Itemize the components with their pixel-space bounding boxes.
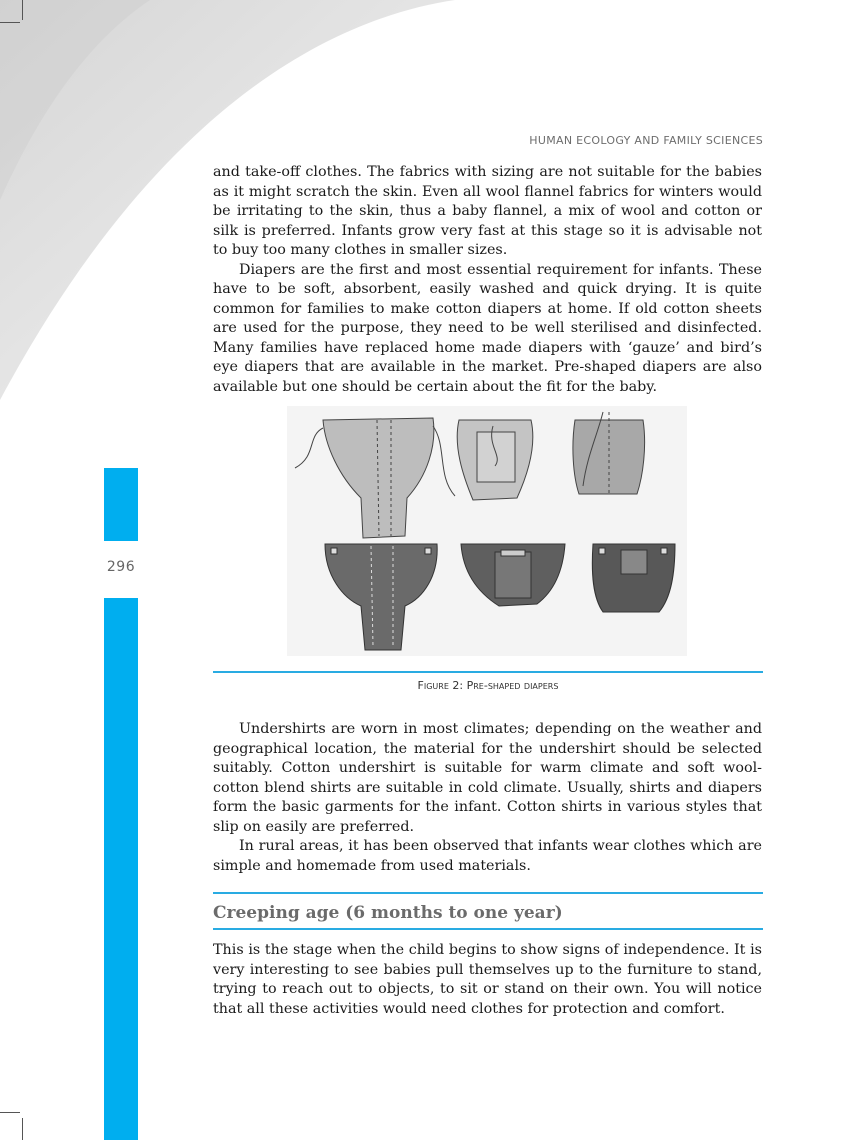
diaper-icon <box>592 544 675 612</box>
figure-rule <box>213 671 763 673</box>
paragraph: Diapers are the first and most essential requirement for infants. These have to be soft, absorbent, easily washed and quick drying. It is quite common for families to make cotton diapers at home. If old cotton sheets are used for the purpose, they need to be well sterilised and disinfected. Many families have replaced home made diapers with ‘gauze’ and bird’s eye diapers that are available in the market. Pre-shaped diapers are also available but one should be certain about the fit for the baby. <box>213 261 762 395</box>
section-rule-bottom <box>213 928 763 930</box>
page-number: 296 <box>106 559 136 575</box>
diaper-illustrations-figure <box>287 406 687 656</box>
crop-mark-bottom-h <box>0 1112 20 1113</box>
paragraph: In rural areas, it has been observed that infants wear clothes which are simple and homemade from used materials. <box>213 838 762 874</box>
sidebar-accent-bar-bottom <box>104 598 138 1140</box>
crop-mark-bottom-v <box>22 1118 23 1140</box>
figure-caption: Figure 2: Pre-shaped diapers <box>417 679 559 692</box>
body-text-bottom <box>213 941 762 1019</box>
paragraph: Undershirts are worn in most climates; depending on the weather and geographical location, the material for the undershirt should be selected suitably. Cotton undershirt is suitable for warm climate and soft wool-cotton blend shirts are suitable in cold climate. Usually, shirts and diapers form the basic garments for the infant. Cotton shirts in various styles that slip on easily are preferred. <box>213 721 762 835</box>
crop-mark-top-h <box>0 22 20 23</box>
running-header: HUMAN ECOLOGY AND FAMILY SCIENCES <box>529 134 763 147</box>
paragraph: This is the stage when the child begins to show signs of independence. It is very interesting to see babies pull themselves up to the furniture to stand, trying to reach out to objects, to sit or stand on their own. You will notice that all these activities would need clothes for protection and comfort. <box>213 942 762 1017</box>
paragraph: and take-off clothes. The fabrics with sizing are not suitable for the babies as it might scratch the skin. Even all wool flannel fabrics for winters would be irritating to the skin, thus a baby flannel, a mix of wool and cotton or silk is preferred. Infants grow very fast at this stage so it is advisable not to buy too many clothes in smaller sizes. <box>213 164 762 258</box>
section-rule-top <box>213 892 763 894</box>
body-text-middle <box>213 720 762 876</box>
crop-mark-top-v <box>22 0 23 20</box>
sidebar-accent-bar-top <box>104 468 138 541</box>
diaper-icon <box>457 420 533 500</box>
diaper-icon <box>573 412 645 494</box>
section-heading: Creeping age (6 months to one year) <box>213 903 563 923</box>
body-text-top <box>213 163 762 397</box>
